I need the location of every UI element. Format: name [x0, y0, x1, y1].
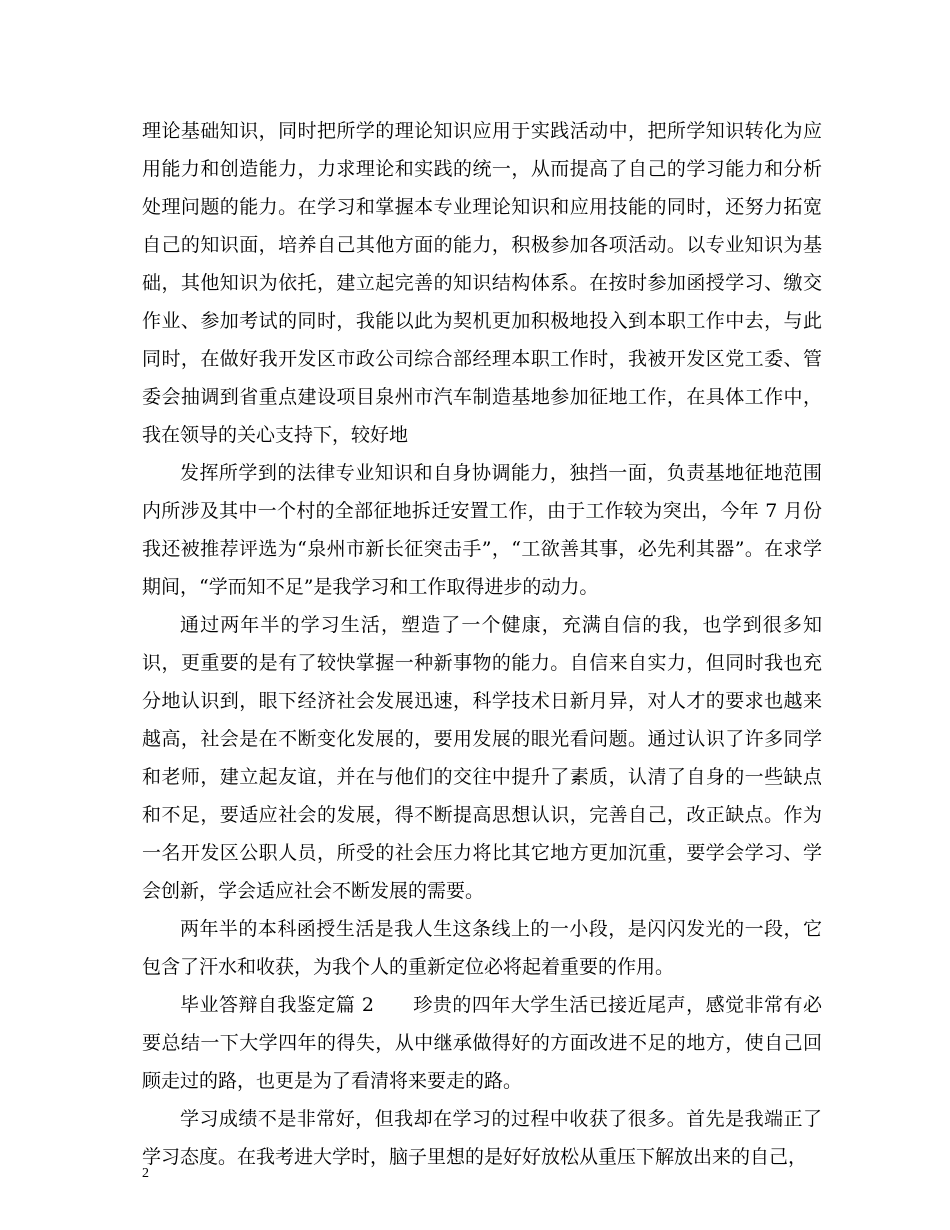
paragraph: 学习成绩不是非常好，但我却在学习的过程中收获了很多。首先是我端正了学习态度。在我考进大学时，脑子里想的是好好放松从重压下解放出来的自己，: [142, 1108, 822, 1168]
paragraph-continued: 理论基础知识，同时把所学的理论知识应用于实践活动中，把所学知识转化为应用能力和创造能力，力求理论和实践的统一，从而提高了自己的学习能力和分析处理问题的能力。在学习和掌握本专业理论知识和应用技能的同时，还努力拓宽自己的知识面，培养自己其他方面的能力，积极参加各项活动。以专业知识为基础，其他知识为依托，建立起完善的知识结构体系。在按时参加函授学习、缴交作业、参加考试的同时，我能以此为契机更加积极地投入到本职工作中去，与此同时，在做好我开发区市政公司综合部经理本职工作时，我被开发区党工委、管委会抽调到省重点建设项目泉州市汽车制造基地参加征地工作，在具体工作中，我在领导的关心支持下，较好地: [142, 120, 822, 446]
page-number: 2: [142, 1166, 149, 1181]
paragraph-section-heading: 毕业答辩自我鉴定篇 2 珍贵的四年大学生活已接近尾声，感觉非常有必要总结一下大学四年的得失，从中继承做得好的方面改进不足的地方，使自己回顾走过的路，也更是为了看清将来要走的路。: [142, 994, 822, 1092]
paragraph: 通过两年半的学习生活，塑造了一个健康，充满自信的我，也学到很多知识，更重要的是有了较快掌握一种新事物的能力。自信来自实力，但同时我也充分地认识到，眼下经济社会发展迅速，科学技术日新月异，对人才的要求也越来越高，社会是在不断变化发展的，要用发展的眼光看问题。通过认识了许多同学和老师，建立起友谊，并在与他们的交往中提升了素质，认清了自身的一些缺点和不足，要适应社会的发展，得不断提高思想认识，完善自己，改正缺点。作为一名开发区公职人员，所受的社会压力将比其它地方更加沉重，要学会学习、学会创新，学会适应社会不断发展的需要。: [142, 614, 822, 902]
paragraph: 两年半的本科函授生活是我人生这条线上的一小段，是闪闪发光的一段，它包含了汗水和收获，为我个人的重新定位必将起着重要的作用。: [142, 918, 822, 978]
paragraph: 发挥所学到的法律专业知识和自身协调能力，独挡一面，负责基地征地范围内所涉及其中一个村的全部征地拆迁安置工作，由于工作较为突出，今年 7 月份我还被推荐评选为“泉州市新长征突击手”，“工欲善其事，必先利其器”。在求学期间，“学而知不足”是我学习和工作取得进步的动力。: [142, 462, 822, 598]
document-body: [142, 112, 822, 1176]
